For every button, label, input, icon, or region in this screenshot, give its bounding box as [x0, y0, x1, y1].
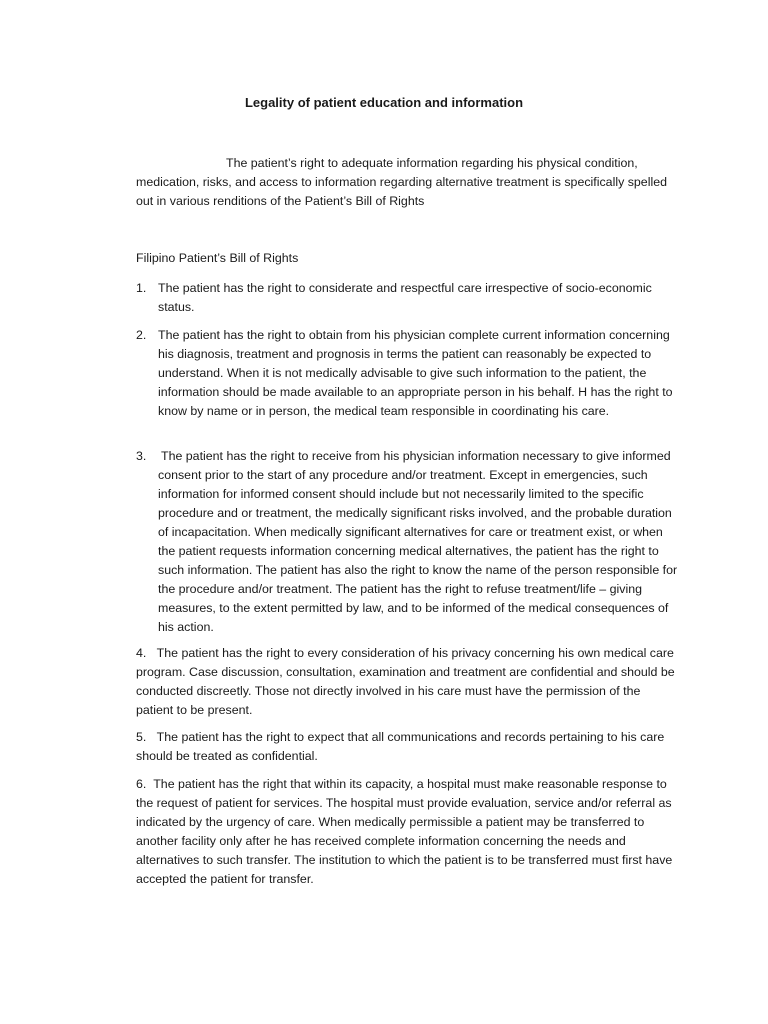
list-item-number: 2. [136, 328, 147, 342]
document-title: Legality of patient education and information [244, 95, 524, 110]
list-item-text: The patient has the right to expect that all communications and records pertaining to his care should be treated as confidential. [136, 730, 665, 763]
list-item-6 [136, 775, 681, 889]
list-item-1 [136, 279, 681, 317]
list-item-number: 3. [136, 449, 147, 463]
list-item-number: 1. [136, 281, 147, 295]
intro-paragraph: The patient’s right to adequate information regarding his physical condition, medication, risks, and access to information regarding alternative treatment is specifically spelled out in various renditions of the Patient’s Bill of Rights [136, 156, 667, 208]
list-item-2 [136, 326, 681, 421]
list-item-5 [136, 728, 681, 766]
list-item-text: The patient has the right to receive from his physician information necessary to give informed consent prior to the start of any procedure and/or treatment. Except in emergencies, such information for informed consent should include but not necessarily limited to the specific procedure and or treatment, the medically significant risks involved, and the probable duration of incapacitation. When medically significant alternatives for care or treatment exist, or when the patient requests information concerning medical alternatives, the patient has the right to such information. The patient has also the right to know the name of the person responsible for the procedure and/or treatment. The patient has the right to refuse treatment/life – giving measures, to the extent permitted by law, and to be informed of the medical consequences of his action. [158, 449, 678, 634]
list-item-3 [136, 447, 681, 637]
list-item-text: The patient has the right that within its capacity, a hospital must make reasonable response to the request of patient for services. The hospital must provide evaluation, service and/or referral as indicated by the urgency of care. When medically permissible a patient may be transferred to another facility only after he has received complete information concerning the needs and alternatives to such transfer. The institution to which the patient is to be transferred must first have accepted the patient for transfer. [136, 777, 673, 886]
section-heading: Filipino Patient’s Bill of Rights [136, 251, 299, 265]
list-item-text: The patient has the right to considerate and respectful care irrespective of socio-economic status. [158, 281, 652, 314]
list-item-number: 5. [136, 730, 147, 744]
list-item-number: 4. [136, 646, 147, 660]
list-item-text: The patient has the right to every consideration of his privacy concerning his own medical care program. Case discussion, consultation, examination and treatment are confidential and should be conducted discreetly. Those not directly involved in his care must have the permission of the patient to be present. [136, 646, 675, 717]
list-item-text: The patient has the right to obtain from his physician complete current information concerning his diagnosis, treatment and prognosis in terms the patient can reasonably be expected to understand. When it is not medically advisable to give such information to the patient, the information should be made available to an appropriate person in his behalf. H has the right to know by name or in person, the medical team responsible in coordinating his care. [158, 328, 673, 418]
list-item-4 [136, 644, 681, 720]
list-item-number: 6. [136, 777, 147, 791]
